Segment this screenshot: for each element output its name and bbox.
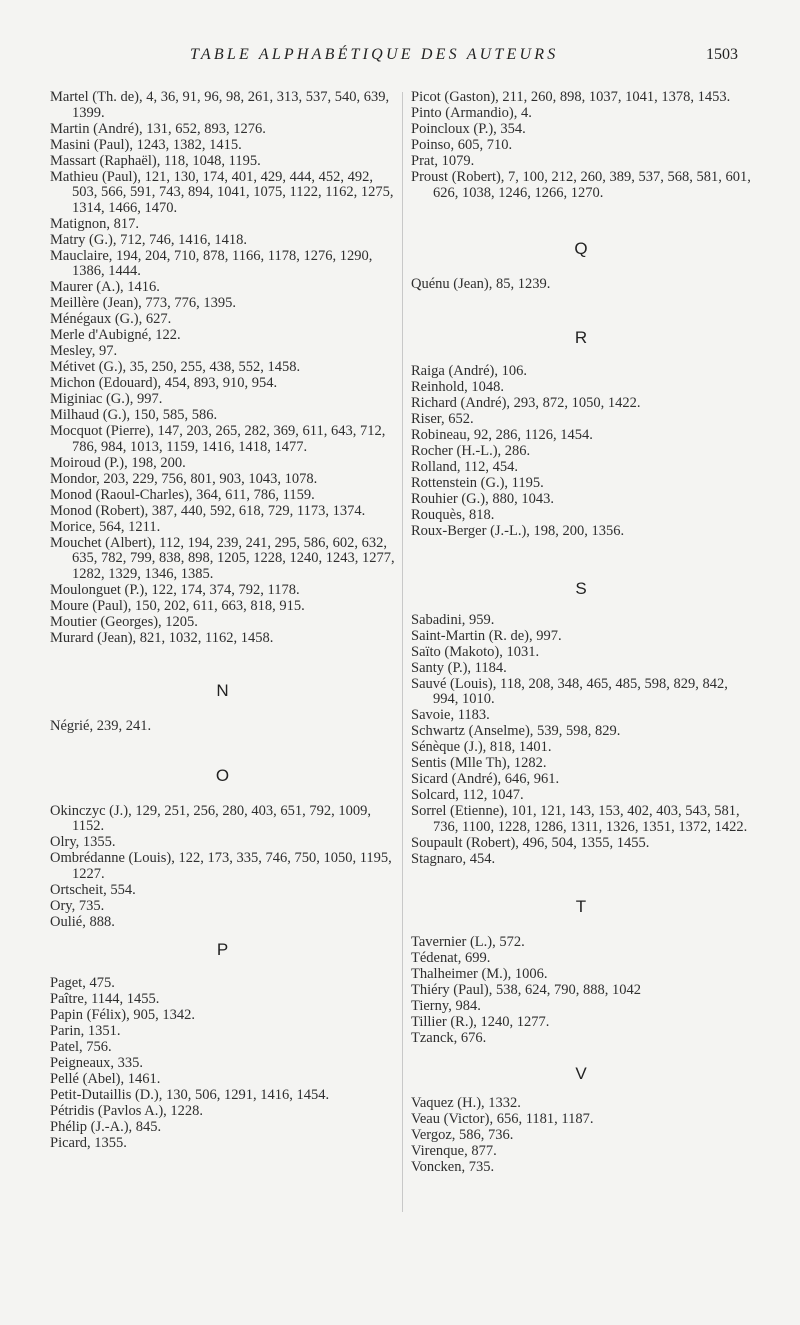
index-entry: Patel, 756. xyxy=(50,1038,112,1055)
index-entry: Ortscheit, 554. xyxy=(50,881,136,898)
index-entry: Peigneaux, 335. xyxy=(50,1054,144,1071)
index-entry: Ory, 735. xyxy=(50,897,105,914)
index-entry: Olry, 1355. xyxy=(50,834,116,850)
index-entry: Négrié, 239, 241. xyxy=(50,717,152,734)
index-entry: Ménégaux (G.), 627. xyxy=(50,311,172,327)
index-entry: Pellé (Abel), 1461. xyxy=(50,1070,161,1087)
index-entry: Moutier (Georges), 1205. xyxy=(50,613,198,630)
index-entry: Paget, 475. xyxy=(50,974,115,991)
index-entry: Mouchet (Albert), 112, 194, 239, 241, 295, 586, 602, 632, 635, 782, 799, 838, 898, 1205, 1228, 1240, 1243, 1277, 1282, 1329, 1346, 1385. xyxy=(50,534,395,582)
index-entry: Mauclaire, 194, 204, 710, 878, 1166, 1178, 1276, 1290, 1386, 1444. xyxy=(50,247,373,279)
index-entry: Picard, 1355. xyxy=(50,1134,127,1151)
index-entry: Monod (Robert), 387, 440, 592, 618, 729, 1173, 1374. xyxy=(50,502,366,519)
section-letter-p: P xyxy=(216,940,229,959)
index-entry: Thiéry (Paul), 538, 624, 790, 888, 1042 xyxy=(411,981,641,998)
index-entry: Poincloux (P.), 354. xyxy=(411,121,526,137)
index-entry: Oulié, 888. xyxy=(50,913,115,930)
index-entry: Robineau, 92, 286, 1126, 1454. xyxy=(411,426,593,443)
index-entry: Roux-Berger (J.-L.), 198, 200, 1356. xyxy=(411,522,625,539)
index-entry: Phélip (J.-A.), 845. xyxy=(50,1118,162,1135)
index-entry: Parin, 1351. xyxy=(50,1022,121,1039)
index-entry: Maurer (A.), 1416. xyxy=(50,279,160,295)
index-entry: Picot (Gaston), 211, 260, 898, 1037, 1041, 1378, 1453. xyxy=(411,89,731,105)
index-entry: Soupault (Robert), 496, 504, 1355, 1455. xyxy=(411,834,650,851)
index-entry: Martel (Th. de), 4, 36, 91, 96, 98, 261, 313, 537, 540, 639, 1399. xyxy=(50,89,390,121)
index-block-p xyxy=(50,976,395,1152)
index-entry: Prat, 1079. xyxy=(411,153,475,169)
index-entry: Mondor, 203, 229, 756, 801, 903, 1043, 1078. xyxy=(50,470,318,487)
page-title: TABLE ALPHABÉTIQUE DES AUTEURS xyxy=(190,46,559,63)
index-entry: Schwartz (Anselme), 539, 598, 829. xyxy=(411,723,621,739)
index-entry: Morice, 564, 1211. xyxy=(50,518,161,535)
section-letter-n: N xyxy=(216,681,229,700)
page-number: 1503 xyxy=(706,46,738,63)
index-entry: Sabadini, 959. xyxy=(411,611,495,628)
index-entry: Vergoz, 586, 736. xyxy=(411,1126,514,1143)
index-entry: Rolland, 112, 454. xyxy=(411,458,519,475)
index-block-m xyxy=(50,90,395,646)
index-entry: Solcard, 112, 1047. xyxy=(411,787,524,803)
section-letter-q: Q xyxy=(574,239,588,258)
index-column-left xyxy=(50,90,395,1152)
index-entry: Murard (Jean), 821, 1032, 1162, 1458. xyxy=(50,629,274,646)
index-entry: Sentis (Mlle Th), 1282. xyxy=(411,755,547,771)
section-letter-s: S xyxy=(575,579,587,598)
index-entry: Vaquez (H.), 1332. xyxy=(411,1094,521,1111)
index-entry: Santy (P.), 1184. xyxy=(411,659,507,676)
index-entry: Veau (Victor), 656, 1181, 1187. xyxy=(411,1110,594,1127)
section-letter-t: T xyxy=(575,897,587,916)
index-entry: Ombrédanne (Louis), 122, 173, 335, 746, 750, 1050, 1195, 1227. xyxy=(50,850,392,882)
index-block-p-continued xyxy=(411,90,751,201)
index-entry: Masini (Paul), 1243, 1382, 1415. xyxy=(50,136,242,153)
index-entry: Sauvé (Louis), 118, 208, 348, 465, 485, 598, 829, 842, 994, 1010. xyxy=(411,675,728,707)
section-letter-r: R xyxy=(574,328,588,347)
index-entry: Saïto (Makoto), 1031. xyxy=(411,643,540,660)
index-entry: Matignon, 817. xyxy=(50,215,140,232)
index-entry: Voncken, 735. xyxy=(411,1158,495,1175)
index-entry: Métivet (G.), 35, 250, 255, 438, 552, 1458. xyxy=(50,359,301,375)
index-entry: Riser, 652. xyxy=(411,410,474,427)
index-entry: Tillier (R.), 1240, 1277. xyxy=(411,1013,550,1030)
index-entry: Sénèque (J.), 818, 1401. xyxy=(411,739,552,755)
index-column-right xyxy=(411,90,751,1176)
index-entry: Michon (Edouard), 454, 893, 910, 954. xyxy=(50,375,278,391)
section-letter-v: V xyxy=(575,1064,587,1083)
index-entry: Mathieu (Paul), 121, 130, 174, 401, 429, 444, 452, 492, 503, 566, 591, 743, 894, 1041, 1075, 1122, 1162, 1275, 1314, 1466, 1470. xyxy=(50,168,394,216)
index-entry: Savoie, 1183. xyxy=(411,707,490,723)
index-entry: Rouhier (G.), 880, 1043. xyxy=(411,490,554,507)
index-entry: Paître, 1144, 1455. xyxy=(50,990,160,1007)
index-entry: Raiga (André), 106. xyxy=(411,362,527,379)
index-entry: Reinhold, 1048. xyxy=(411,378,505,395)
index-block-t xyxy=(411,935,751,1047)
index-entry: Milhaud (G.), 150, 585, 586. xyxy=(50,407,218,423)
index-block-v xyxy=(411,1096,751,1176)
index-block-q xyxy=(411,277,751,293)
index-entry: Proust (Robert), 7, 100, 212, 260, 389, 537, 568, 581, 601, 626, 1038, 1246, 1266, 1270. xyxy=(411,169,751,201)
index-entry: Moulonguet (P.), 122, 174, 374, 792, 1178. xyxy=(50,581,300,598)
index-block-r xyxy=(411,364,751,540)
index-entry: Saint-Martin (R. de), 997. xyxy=(411,627,562,644)
index-entry: Merle d'Aubigné, 122. xyxy=(50,327,181,343)
index-block-o xyxy=(50,804,395,931)
index-entry: Petit-Dutaillis (D.), 130, 506, 1291, 1416, 1454. xyxy=(50,1086,330,1103)
index-entry: Richard (André), 293, 872, 1050, 1422. xyxy=(411,394,641,411)
index-entry: Sicard (André), 646, 961. xyxy=(411,771,560,787)
index-entry: Poinso, 605, 710. xyxy=(411,137,513,153)
index-entry: Okinczyc (J.), 129, 251, 256, 280, 403, 651, 792, 1009, 1152. xyxy=(50,802,371,834)
column-divider xyxy=(402,92,403,1212)
index-entry: Moiroud (P.), 198, 200. xyxy=(50,454,186,471)
index-entry: Martin (André), 131, 652, 893, 1276. xyxy=(50,120,266,137)
index-entry: Pétridis (Pavlos A.), 1228. xyxy=(50,1102,204,1119)
index-entry: Mesley, 97. xyxy=(50,343,118,359)
index-entry: Tavernier (L.), 572. xyxy=(411,933,525,950)
index-entry: Moure (Paul), 150, 202, 611, 663, 818, 915. xyxy=(50,597,305,614)
index-entry: Rocher (H.-L.), 286. xyxy=(411,442,531,459)
index-entry: Virenque, 877. xyxy=(411,1142,497,1159)
index-entry: Stagnaro, 454. xyxy=(411,850,496,867)
index-entry: Sorrel (Etienne), 101, 121, 143, 153, 402, 403, 543, 581, 736, 1100, 1228, 1286, 1311, 1326, 1351, 1372, 1422. xyxy=(411,803,748,835)
index-entry: Tierny, 984. xyxy=(411,997,481,1014)
index-entry: Thalheimer (M.), 1006. xyxy=(411,965,548,982)
index-entry: Meillère (Jean), 773, 776, 1395. xyxy=(50,295,237,311)
index-entry: Pinto (Armandio), 4. xyxy=(411,105,532,121)
index-entry: Miginiac (G.), 997. xyxy=(50,391,163,407)
index-entry: Mocquot (Pierre), 147, 203, 265, 282, 369, 611, 643, 712, 786, 984, 1013, 1159, 1416, 1418, 1477. xyxy=(50,423,386,455)
index-entry: Massart (Raphaël), 118, 1048, 1195. xyxy=(50,152,261,169)
index-entry: Quénu (Jean), 85, 1239. xyxy=(411,275,551,292)
index-entry: Tzanck, 676. xyxy=(411,1029,487,1046)
page-header xyxy=(0,46,800,70)
index-entry: Rottenstein (G.), 1195. xyxy=(411,474,544,491)
index-entry: Tédenat, 699. xyxy=(411,949,491,966)
section-letter-o: O xyxy=(215,766,230,785)
index-entry: Rouquès, 818. xyxy=(411,506,495,523)
index-entry: Papin (Félix), 905, 1342. xyxy=(50,1006,195,1023)
index-entry: Matry (G.), 712, 746, 1416, 1418. xyxy=(50,231,247,248)
index-entry: Monod (Raoul-Charles), 364, 611, 786, 1159. xyxy=(50,486,315,503)
index-block-n xyxy=(50,719,395,735)
index-block-s xyxy=(411,613,751,868)
